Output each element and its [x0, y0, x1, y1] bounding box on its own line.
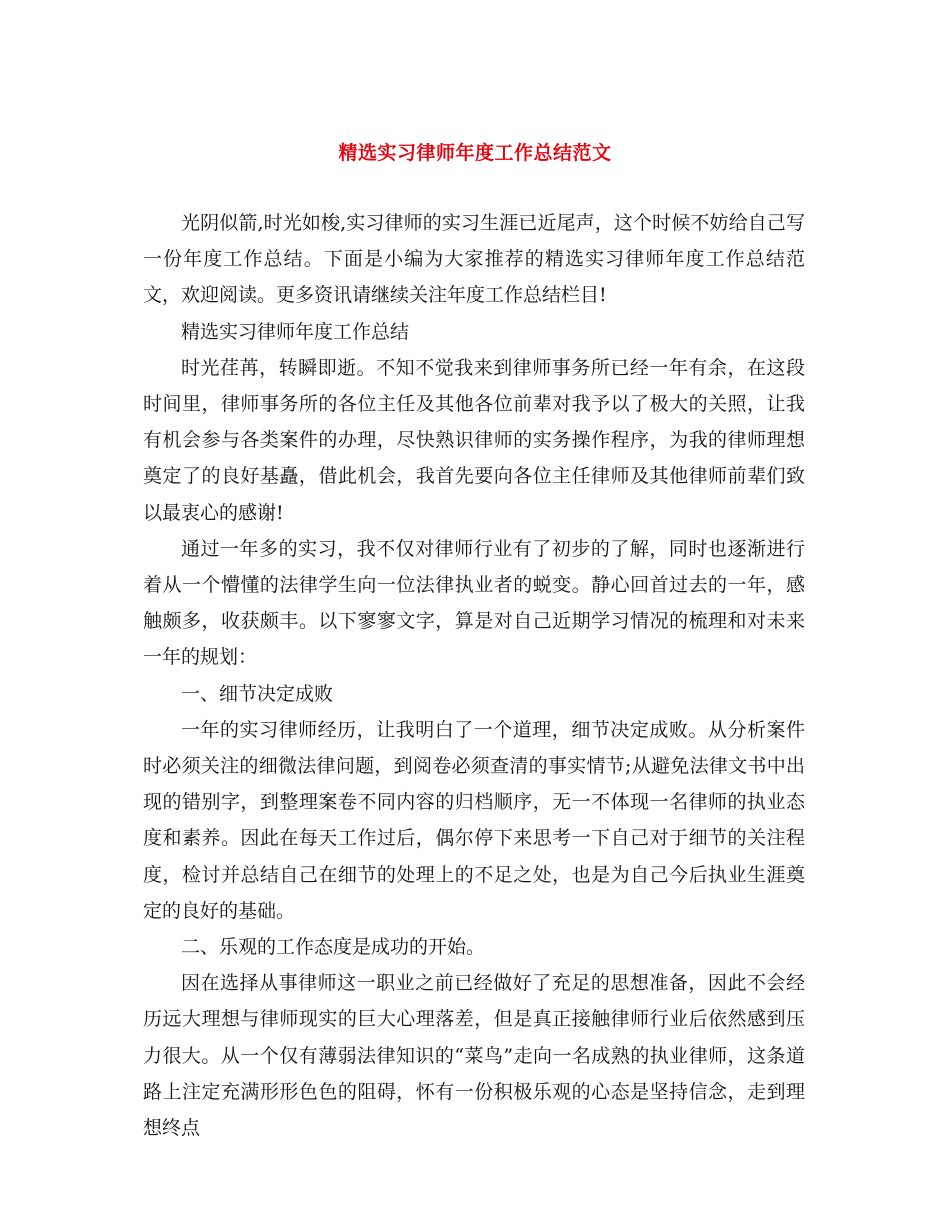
section-heading: 一、细节决定成败 — [181, 682, 334, 705]
section-heading: 精选实习律师年度工作总结 — [181, 320, 410, 343]
body-paragraph: 因在选择从事律师这一职业之前已经做好了充足的思想准备，因此不会经历远大理想与律师现实的巨大心理落差，但是真正接触律师行业后依然感到压力很大。从一个仅有薄弱法律知识的“菜鸟”走向一名成熟的执业律师，这条道路上注定充满形形色色的阻碍，怀有一份积极乐观的心态是坚持信念，走到理想终点 — [143, 972, 805, 1140]
section-heading: 二、乐观的工作态度是成功的开始。 — [181, 936, 486, 959]
intro-paragraph: 光阴似箭,时光如梭,实习律师的实习生涯已近尾声，这个时候不妨给自己写一份年度工作总结。下面是小编为大家推荐的精选实习律师年度工作总结范文，欢迎阅读。更多资讯请继续关注年度工作总结栏目! — [143, 212, 805, 307]
body-paragraph: 一年的实习律师经历，让我明白了一个道理，细节决定成败。从分析案件时必须关注的细微法律问题，到阅卷必须查清的事实情节;从避免法律文书中出现的错别字，到整理案卷不同内容的归档顺序，无一不体现一名律师的执业态度和素养。因此在每天工作过后，偶尔停下来思考一下自己对于细节的关注程度，检讨并总结自己在细节的处理上的不足之处，也是为自己今后执业生涯奠定的良好的基础。 — [143, 718, 805, 922]
body-paragraph: 通过一年多的实习，我不仅对律师行业有了初步的了解，同时也逐渐进行着从一个懵懂的法律学生向一位法律执业者的蜕变。静心回首过去的一年，感触颇多，收获颇丰。以下寥寥文字，算是对自己近期学习情况的梳理和对未来一年的规划： — [143, 537, 805, 669]
document-body — [143, 205, 805, 1146]
document-title: 精选实习律师年度工作总结范文 — [338, 142, 612, 164]
body-paragraph: 时光荏苒，转瞬即逝。不知不觉我来到律师事务所已经一年有余，在这段时间里，律师事务所的各位主任及其他各位前辈对我予以了极大的关照，让我有机会参与各类案件的办理，尽快熟识律师的实务操作程序，为我的律师理想奠定了的良好基矗，借此机会，我首先要向各位主任律师及其他律师前辈们致以最衷心的感谢! — [143, 356, 805, 524]
